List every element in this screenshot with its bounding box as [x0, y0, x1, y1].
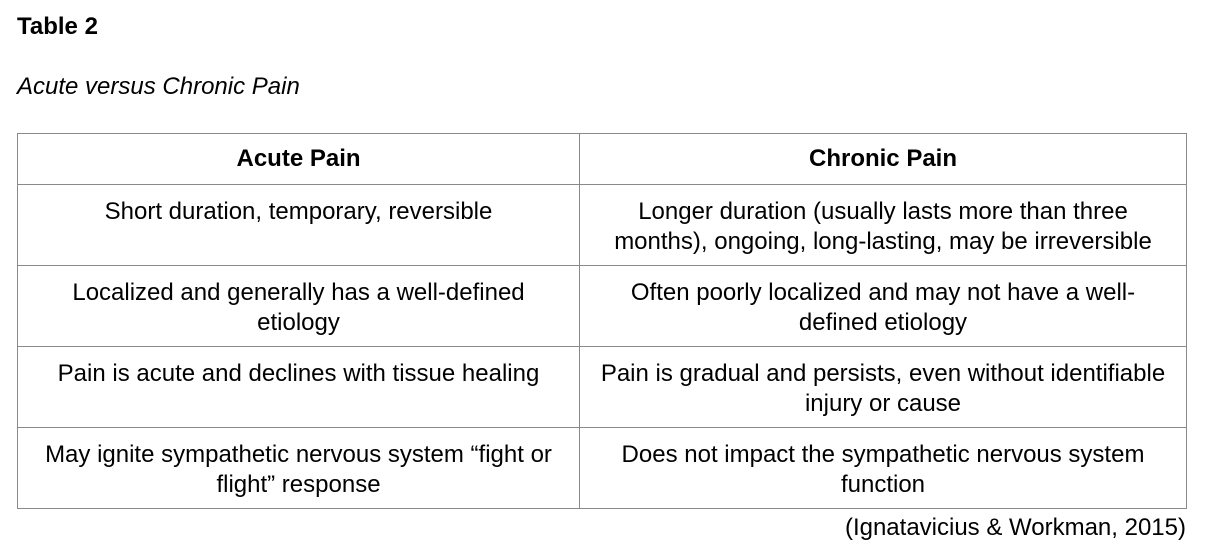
table-cell-chronic: Does not impact the sympathetic nervous system function [580, 428, 1187, 509]
table-label: Table 2 [17, 13, 98, 40]
citation: (Ignatavicius & Workman, 2015) [844, 514, 1186, 541]
pain-comparison-table [17, 133, 1187, 509]
column-header-chronic-pain: Chronic Pain [580, 134, 1187, 185]
table-row [18, 428, 1187, 509]
table-caption: Acute versus Chronic Pain [17, 73, 300, 100]
table-cell-acute: Short duration, temporary, reversible [18, 185, 580, 266]
table-cell-chronic: Longer duration (usually lasts more than three months), ongoing, long-lasting, may be irreversible [580, 185, 1187, 266]
table-cell-acute: Localized and generally has a well-defined etiology [18, 266, 580, 347]
table-cell-chronic: Often poorly localized and may not have a well-defined etiology [580, 266, 1187, 347]
table-cell-chronic: Pain is gradual and persists, even without identifiable injury or cause [580, 347, 1187, 428]
table-header-row [18, 134, 1187, 185]
table-row [18, 347, 1187, 428]
column-header-acute-pain: Acute Pain [18, 134, 580, 185]
table-row [18, 185, 1187, 266]
table-row [18, 266, 1187, 347]
table-cell-acute: May ignite sympathetic nervous system “fight or flight” response [18, 428, 580, 509]
table-cell-acute: Pain is acute and declines with tissue healing [18, 347, 580, 428]
